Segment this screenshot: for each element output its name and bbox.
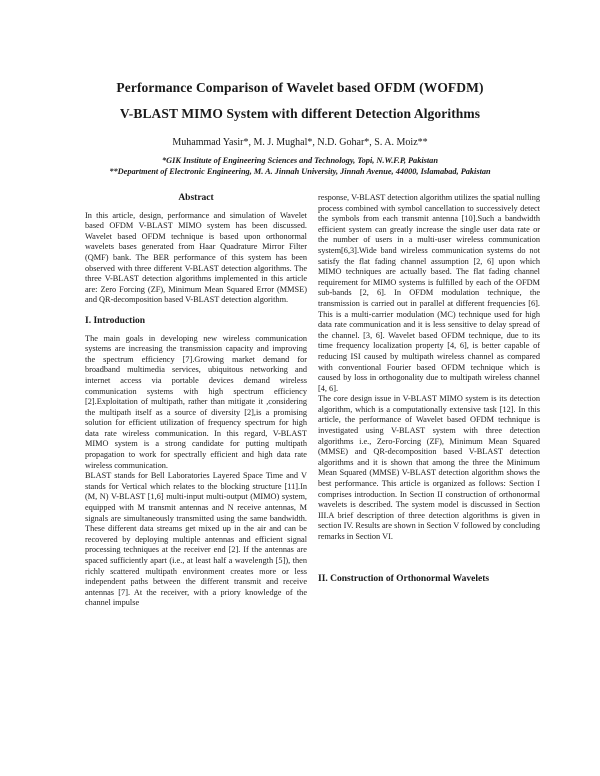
intro-paragraph-2: BLAST stands for Bell Laboratories Layered Space Time and V stands for Vertical which relates to the blocking structure [11].In (M, N) V-BLAST [1,6] multi-input multi-output (MIMO) system, equipped with M transmit antennas and N receive antennas, M signals are simultaneously transmitted using the same bandwidth. These different data streams get mixed up in the air and can be recovered by deploying multiple antennas and efficient signal processing techniques at the receiver end [2]. If the antennas are spaced sufficiently apart (i.e., at least half a wavelength [5]), then richly scattered multipath environment creates more or less independent paths between the different transmit and receive antennas [7]. At the receiver, with a priory knowledge of the channel impulse: [85, 471, 307, 608]
right-paragraph-2: The core design issue in V-BLAST MIMO system is its detection algorithm, which is a computationally extensive task [12]. In this article, the performance of Wavelet based OFDM technique is investigated using V-BLAST system with three detection algorithms i.e., Zero-Forcing (ZF), Minimum Mean Squared (MMSE) and QR-decomposition based V-BLAST detection algorithms and it is shown that among the three the Minimum Mean Squared (MMSE) V-BLAST detection algorithm shows the best performance. This article is organized as follows: Section I comprises introduction. In Section II construction of orthonormal wavelets is described. The system model is discussed in Section III.A brief description of three detection algorithms is given in section IV. Results are shown in Section V followed by concluding remarks in Section VI.: [318, 394, 540, 541]
author-list: Muhammad Yasir*, M. J. Mughal*, N.D. Gohar*, S. A. Moiz**: [172, 137, 428, 148]
right-paragraph-1: response, V-BLAST detection algorithm utilizes the spatial nulling process combined with symbol cancellation to successively detect the symbols from each transmit antenna [10].Such a bandwidth efficient system can greatly increase the single user data rate or the number of users in a multi-user wireless communication system[6,3].Wide band wireless communication systems do not satisfy the flat fading channel assumption [2, 6] upon which MIMO techniques are actually based. The flat fading channel requirement for MIMO systems is fulfilled by each of the OFDM sub-bands [2, 6]. In OFDM modulation technique, the transmission is carried out in parallel at different frequencies [6]. This is a multi-carrier modulation (MC) technique used for high data rate communication and it is less sensitive to delay spread of the channel. [3, 6]. Wavelet based OFDM technique, due to its time frequency localization property [4, 6], is better capable of reducing ISI caused by multipath wireless channel as compared with conventional Fourier based OFDM technique which is caused by loss in orthogonality due to multipath wireless channel [4, 6].: [318, 193, 540, 393]
introduction-heading: I. Introduction: [85, 315, 146, 326]
affiliation-2: **Department of Electronic Engineering, M. A. Jinnah University, Jinnah Avenue, 44000, Islamabad, Pakistan: [109, 167, 491, 176]
title-line-1: Performance Comparison of Wavelet based OFDM (WOFDM): [116, 80, 484, 95]
abstract-heading: Abstract: [178, 193, 214, 203]
right-column: [318, 193, 540, 592]
title-line-2: V-BLAST MIMO System with different Detection Algorithms: [119, 106, 481, 121]
intro-paragraph-1: The main goals in developing new wireless communication systems are increasing the transmission capacity and improving the spectrum efficiency [7].Growing market demand for broadband multimedia services, ubiquitous networking and internet access via portable devices demand wireless communication systems with high spectrum efficiency [2].Exploitation of multipath, rather than mitigate it ,considering the multipath itself as a source of diversity [2],is a promising solution for efficient utilization of frequency spectrum for high data rate wireless communication. In this regard, V-BLAST MIMO system is a strong candidate for putting multipath propagation to work for spectrally efficient and high data rate wireless communication.: [85, 333, 307, 470]
abstract-text: In this article, design, performance and simulation of Wavelet based OFDM V-BLAST MIMO system has been discussed. Wavelet based OFDM technique is based upon orthonormal wavelets bases generated from Haar Quadrature Mirror Filter (QMF) bank. The BER performance of this system has been observed with three different V-BLAST detection algorithms. The three V-BLAST detection algorithms implemented in this article are: Zero Forcing (ZF), Minimum Mean Squared Error (MMSE) and QR-decomposition based V-BLAST detection algorithm.: [85, 210, 307, 305]
left-column: [85, 193, 307, 609]
affiliation-1: *GIK Institute of Engineering Sciences and Technology, Topi, N.W.F.P, Pakistan: [162, 156, 438, 165]
section-2-heading: II. Construction of Orthonormal Wavelets: [318, 573, 490, 584]
